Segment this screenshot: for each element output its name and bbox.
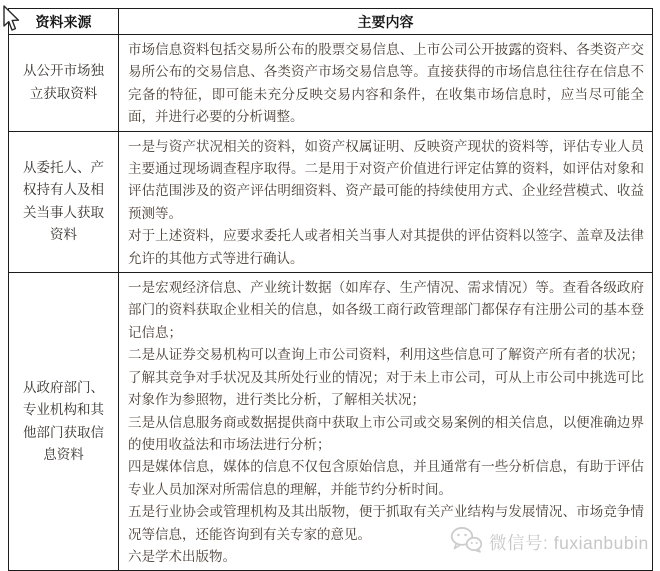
header-content-column: 主要内容 — [119, 9, 653, 35]
content-paragraph: 一是宏观经济信息、产业统计数据（如库存、生产情况、需求情况）等。查看各级政府部门的资料获取企业相关的信息，如各级工商行政管理部门都保存有注册公司的基本登记信息； — [128, 280, 644, 340]
source-cell: 从公开市场独立获取资料 — [9, 35, 119, 132]
table-header-row — [9, 9, 653, 35]
mouse-cursor-icon — [2, 5, 21, 39]
header-source-column: 资料来源 — [9, 9, 119, 35]
source-cell: 从委托人、产权持有人及相关当事人获取资料 — [9, 131, 119, 272]
content-paragraph: 一是与资产状况相关的资料，如资产权属证明、反映资产现状的资料等，评估专业人员主要通过现场调查程序取得。二是用于对资产价值进行评定估算的资料，如评估对象和评估范围涉及的资产评估明细资料、资产最可能的持续使用方式、企业经营模式、收益预测等。 — [128, 138, 644, 221]
content-paragraph: 市场信息资料包括交易所公布的股票交易信息、上市公司公开披露的资料、各类资产交易所公布的交易信息、各类资产市场交易信息等。直接获得的市场信息往往存在信息不完备的特征，即可能未充分反映交易内容和条件，在收集市场信息时，应当尽可能全面，并进行必要的分析调整。 — [128, 42, 644, 125]
content-paragraph: 二是从证券交易机构可以查询上市公司资料，利用这些信息可了解资产所有者的状况；了解其竞争对手状况及其所处行业的情况；对于未上市公司，可从上市公司中挑选可比对象作为参照物，进行类比分析，了解相关状况； — [128, 347, 644, 408]
content-paragraph: 六是学术出版物。 — [128, 548, 236, 564]
table-row-public-market — [9, 35, 653, 132]
table-row-client-parties — [9, 131, 653, 272]
content-cell — [119, 131, 653, 272]
source-cell: 从政府部门、专业机构和其他部门获取信息资料 — [9, 273, 119, 571]
watermark-text: 微信号: fuxianbubin — [489, 532, 649, 553]
source-content-table — [8, 8, 653, 571]
content-paragraph: 五是行业协会或管理机构及其出版物，便于抓取有关产业结构与发展情况、市场竞争情况等信息，还能咨询到有关专家的意见。 — [128, 504, 644, 542]
content-cell — [119, 35, 653, 132]
content-paragraph: 四是媒体信息，媒体的信息不仅包含原始信息，并且通常有一些分析信息，有助于评估专业人员加深对所需信息的理解，并能节约分析时间。 — [128, 459, 644, 497]
content-paragraph: 对于上述资料，应要求委托人或者相关当事人对其提供的评估资料以签字、盖章及法律允许的其他方式等进行确认。 — [128, 228, 644, 266]
wechat-icon — [450, 526, 482, 558]
watermark — [450, 526, 649, 558]
content-paragraph: 三是从信息服务商或数据提供商中获取上市公司或交易案例的相关信息，以便准确边界的使用收益法和市场法进行分析； — [128, 414, 644, 452]
